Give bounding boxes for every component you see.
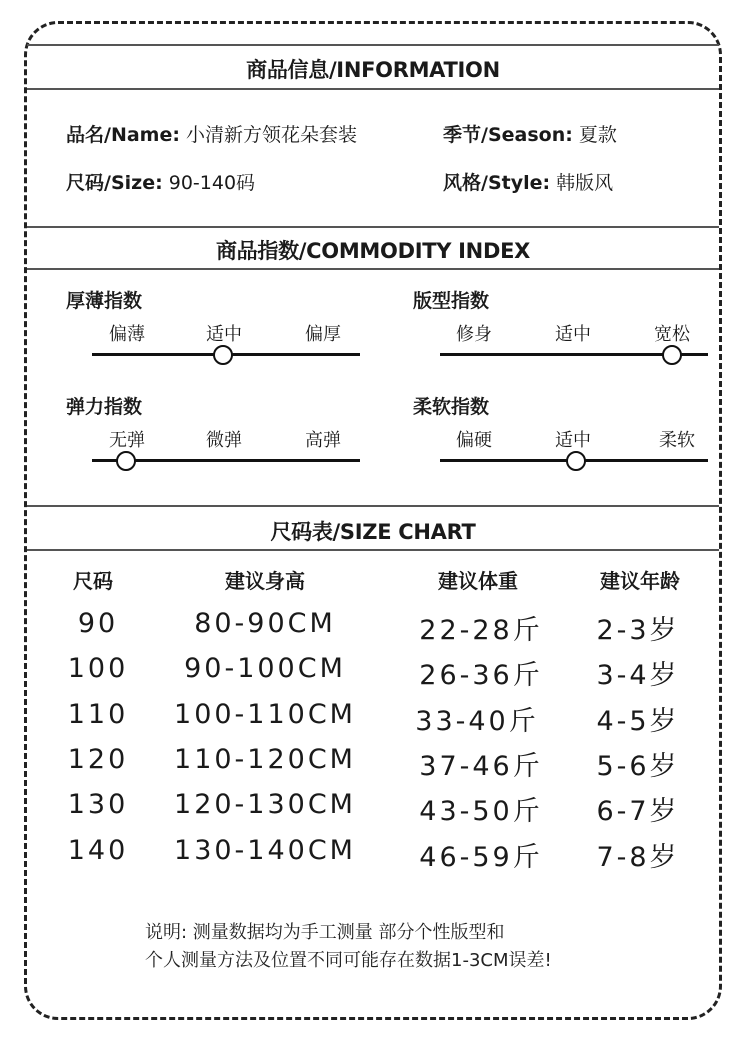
index-option: 偏薄	[109, 324, 145, 345]
softness-index-title: 柔软指数	[413, 396, 490, 418]
thickness-index-title: 厚薄指数	[66, 290, 143, 312]
measurement-note-line2: 个人测量方法及位置不同可能存在数据1-3CM误差!	[145, 950, 552, 971]
age-cell: 4-5岁	[596, 706, 680, 737]
elasticity-index-title: 弹力指数	[66, 396, 143, 418]
height-cell: 110-120CM	[174, 744, 356, 775]
weight-cell: 26-36斤	[419, 660, 543, 691]
fit-index-title: 版型指数	[413, 290, 490, 312]
information-title: 商品信息/INFORMATION	[246, 58, 500, 82]
age-cell: 2-3岁	[596, 615, 680, 646]
size-cell: 130	[67, 789, 129, 820]
weight-cell: 37-46斤	[419, 751, 543, 782]
index-option: 偏厚	[305, 324, 341, 345]
age-cell: 5-6岁	[596, 751, 680, 782]
size-chart-title: 尺码表/SIZE CHART	[270, 520, 476, 544]
index-option: 偏硬	[456, 430, 492, 451]
weight-header: 建议体重	[438, 569, 518, 593]
size-label: 尺码/Size:	[66, 172, 163, 194]
index-option: 适中	[555, 430, 591, 451]
weight-cell: 46-59斤	[419, 842, 543, 873]
size-cell: 110	[67, 699, 129, 730]
age-cell: 3-4岁	[596, 660, 680, 691]
index-option: 柔软	[659, 430, 695, 451]
elasticity-index-marker	[116, 451, 136, 471]
height-cell: 90-100CM	[184, 653, 346, 684]
divider	[27, 44, 719, 46]
product-size	[66, 168, 255, 195]
height-header: 建议身高	[225, 569, 305, 593]
index-option: 适中	[206, 324, 242, 345]
style-value: 韩版风	[556, 172, 614, 194]
thickness-index-marker	[213, 345, 233, 365]
height-cell: 100-110CM	[174, 699, 356, 730]
commodity-index-title: 商品指数/COMMODITY INDEX	[215, 239, 531, 263]
height-cell: 120-130CM	[174, 789, 356, 820]
size-value: 90-140码	[168, 172, 256, 194]
divider	[27, 268, 719, 270]
size-cell: 140	[67, 835, 129, 866]
fit-index-marker	[662, 345, 682, 365]
product-name	[66, 120, 357, 147]
index-option: 无弹	[109, 430, 145, 451]
season-value: 夏款	[578, 124, 617, 146]
weight-cell: 43-50斤	[419, 796, 543, 827]
index-option: 微弹	[206, 430, 242, 451]
product-style	[443, 168, 613, 195]
product-season	[443, 120, 617, 147]
divider	[27, 549, 719, 551]
age-cell: 7-8岁	[596, 842, 680, 873]
weight-cell: 33-40斤	[415, 706, 539, 737]
age-header: 建议年龄	[600, 569, 680, 593]
measurement-note-line1: 说明: 测量数据均为手工测量 部分个性版型和	[145, 922, 505, 943]
size-cell: 100	[67, 653, 129, 684]
height-cell: 130-140CM	[174, 835, 356, 866]
index-option: 适中	[555, 324, 591, 345]
size-header: 尺码	[73, 569, 113, 593]
index-option: 宽松	[654, 324, 690, 345]
divider	[27, 88, 719, 90]
size-cell: 90	[77, 608, 119, 639]
weight-cell: 22-28斤	[419, 615, 543, 646]
height-cell: 80-90CM	[194, 608, 336, 639]
name-value: 小清新方领花朵套装	[186, 124, 358, 146]
age-cell: 6-7岁	[596, 796, 680, 827]
divider	[27, 226, 719, 228]
index-option: 高弹	[305, 430, 341, 451]
softness-index-marker	[566, 451, 586, 471]
season-label: 季节/Season:	[443, 124, 573, 146]
name-label: 品名/Name:	[66, 124, 180, 146]
style-label: 风格/Style:	[443, 172, 551, 194]
size-cell: 120	[67, 744, 129, 775]
divider	[27, 505, 719, 507]
index-option: 修身	[456, 324, 492, 345]
